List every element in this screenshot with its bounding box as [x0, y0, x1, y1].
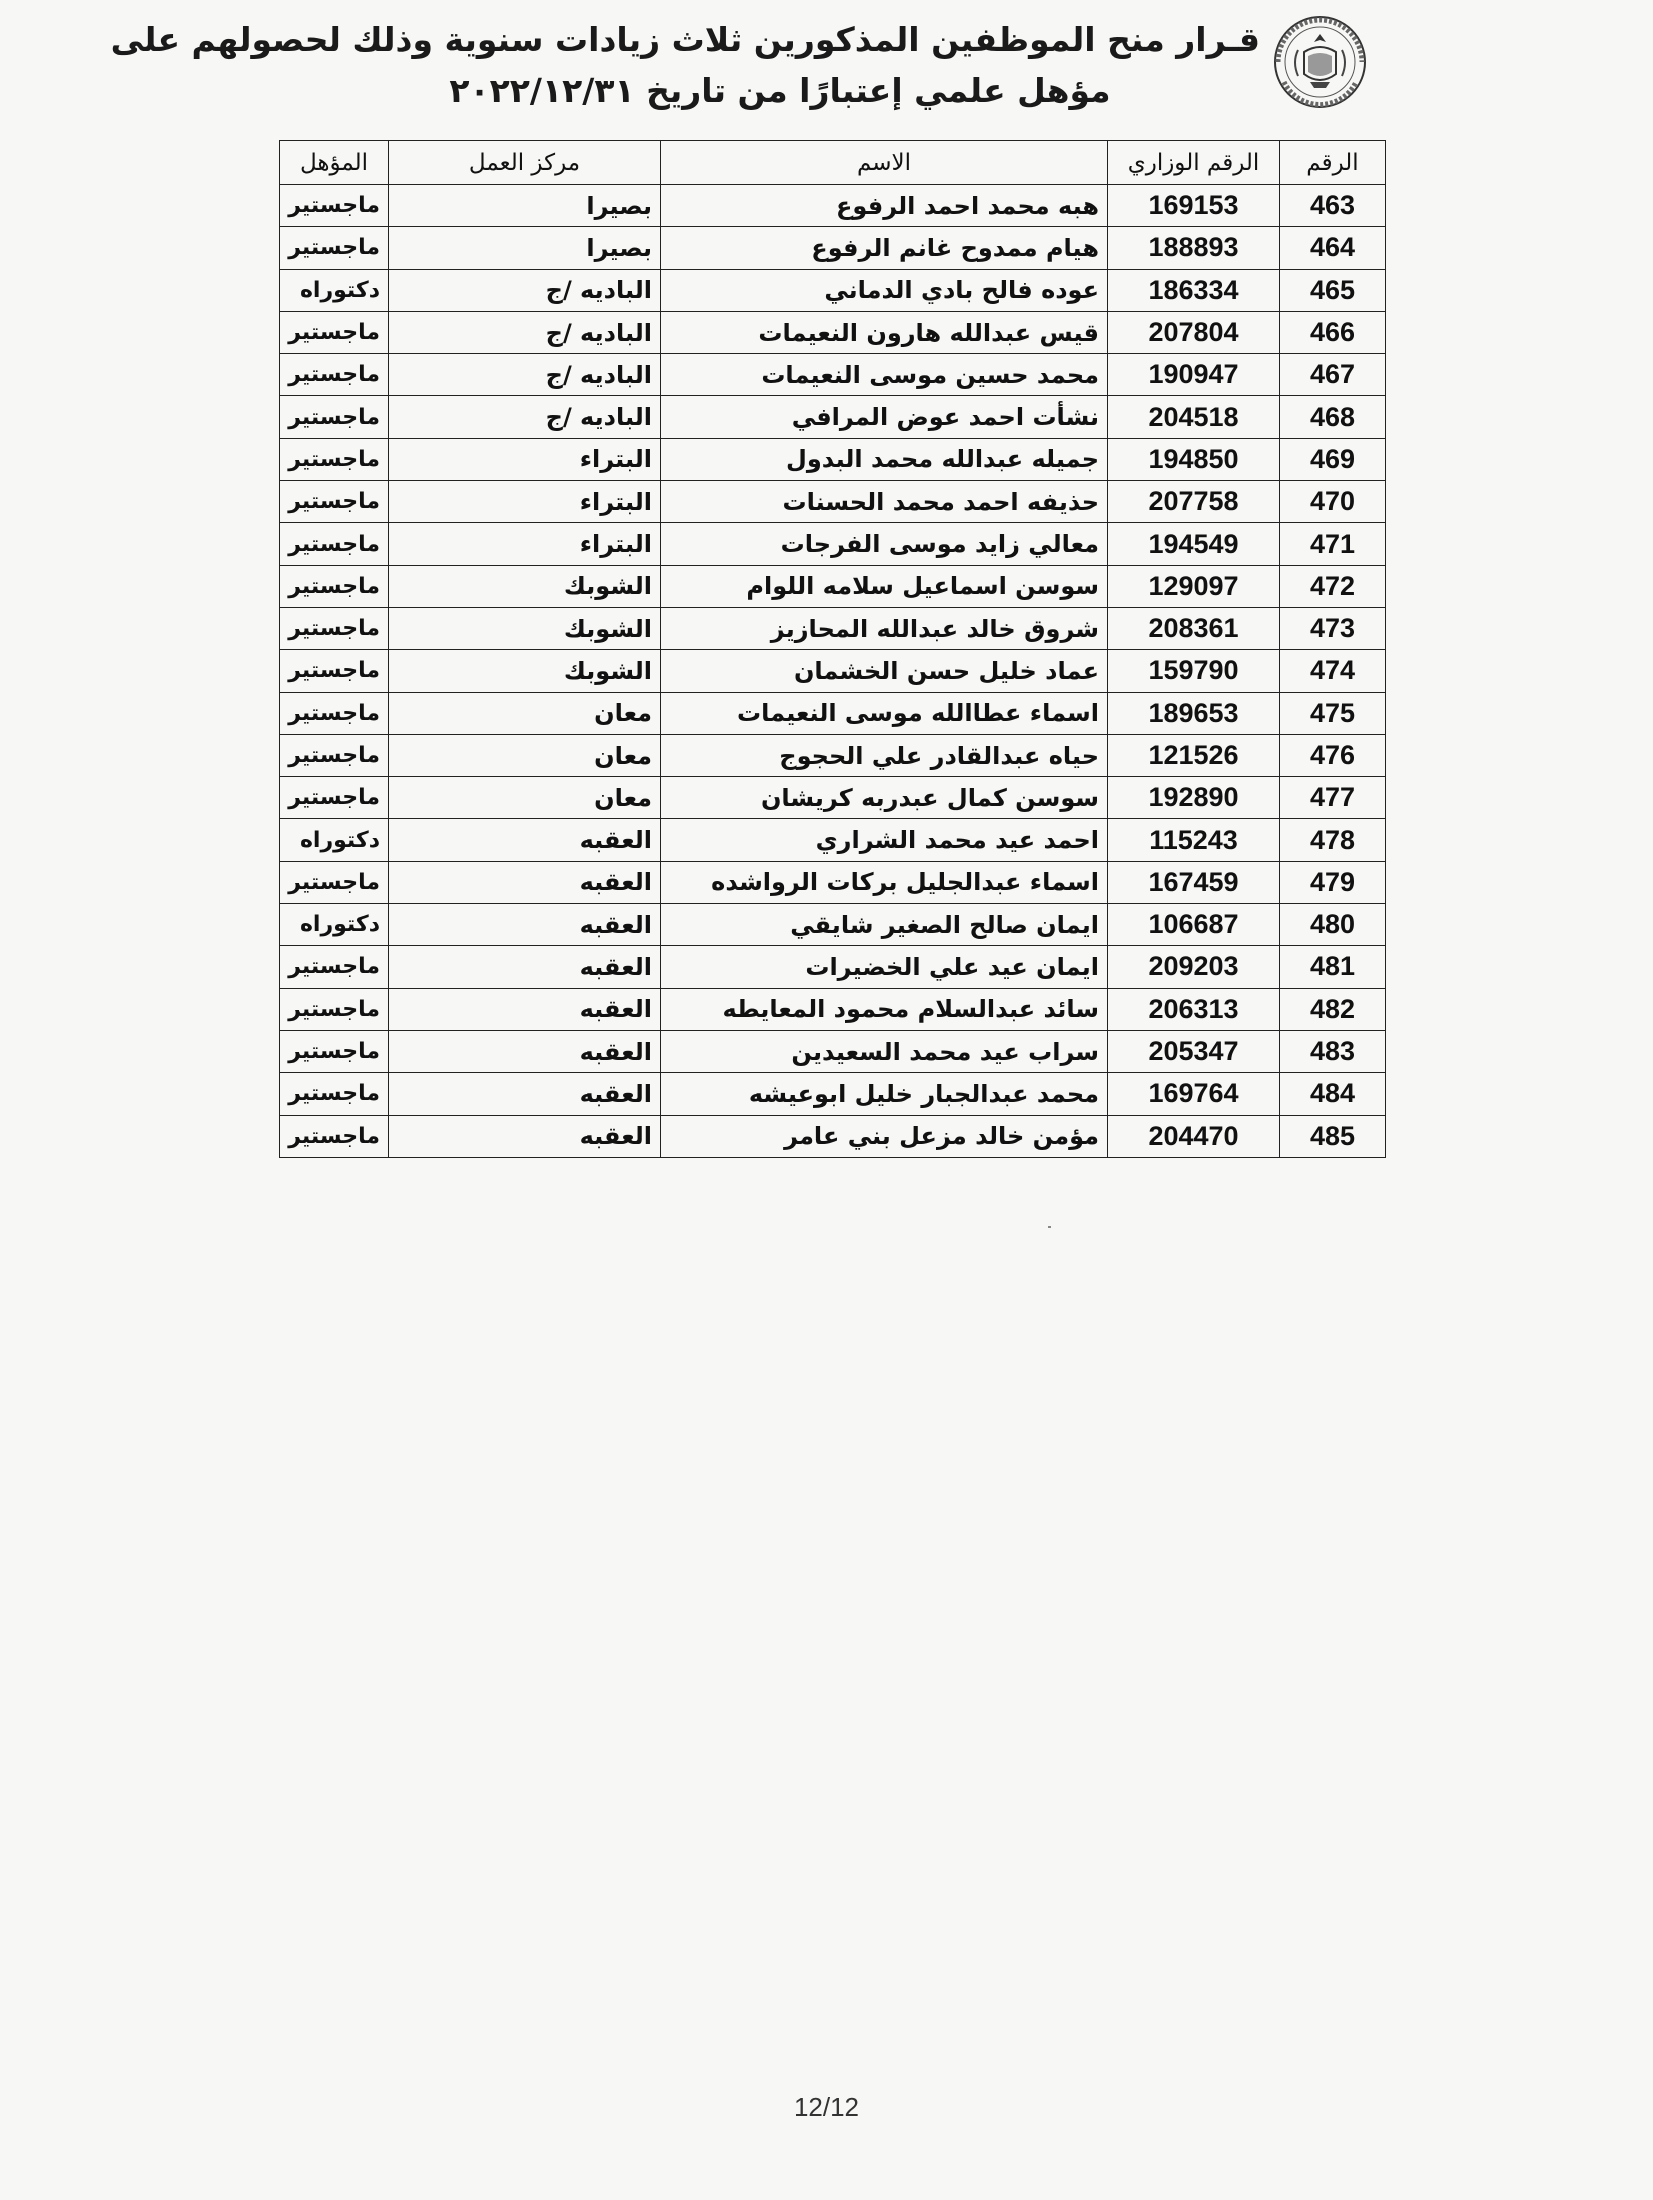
- cell-name: سوسن كمال عبدربه كريشان: [661, 777, 1108, 819]
- cell-name: حياه عبدالقادر علي الحجوج: [661, 734, 1108, 776]
- cell-work-center: معان: [389, 777, 661, 819]
- cell-qualification: ماجستير: [280, 1073, 389, 1115]
- cell-name: احمد عيد محمد الشراري: [661, 819, 1108, 861]
- cell-number: 476: [1280, 734, 1386, 776]
- cell-work-center: البتراء: [389, 523, 661, 565]
- cell-work-center: الشوبك: [389, 565, 661, 607]
- cell-number: 464: [1280, 227, 1386, 269]
- cell-work-center: معان: [389, 692, 661, 734]
- cell-name: حذيفه احمد محمد الحسنات: [661, 481, 1108, 523]
- cell-qualification: ماجستير: [280, 438, 389, 480]
- cell-qualification: ماجستير: [280, 311, 389, 353]
- cell-qualification: ماجستير: [280, 650, 389, 692]
- cell-number: 470: [1280, 481, 1386, 523]
- cell-number: 481: [1280, 946, 1386, 988]
- cell-qualification: ماجستير: [280, 396, 389, 438]
- table-body: [280, 185, 1386, 1158]
- cell-number: 484: [1280, 1073, 1386, 1115]
- title-line-2: مؤهل علمي إعتبارًا من تاريخ ٢٠٢٢/١٢/٣١: [449, 71, 1111, 110]
- cell-number: 478: [1280, 819, 1386, 861]
- cell-name: سراب عيد محمد السعيدين: [661, 1030, 1108, 1072]
- cell-qualification: دكتوراه: [280, 269, 389, 311]
- cell-number: 467: [1280, 354, 1386, 396]
- header-name: الاسم: [661, 141, 1108, 185]
- cell-qualification: ماجستير: [280, 734, 389, 776]
- table-row: [280, 565, 1386, 607]
- cell-ministerial-number: 121526: [1108, 734, 1280, 776]
- jordan-coat-of-arms-icon: [1264, 12, 1376, 112]
- table-row: [280, 988, 1386, 1030]
- header-number: الرقم: [1280, 141, 1386, 185]
- cell-number: 466: [1280, 311, 1386, 353]
- cell-number: 465: [1280, 269, 1386, 311]
- cell-work-center: الشوبك: [389, 607, 661, 649]
- cell-qualification: ماجستير: [280, 354, 389, 396]
- cell-number: 463: [1280, 185, 1386, 227]
- cell-ministerial-number: 167459: [1108, 861, 1280, 903]
- cell-name: محمد حسين موسى النعيمات: [661, 354, 1108, 396]
- cell-ministerial-number: 169153: [1108, 185, 1280, 227]
- cell-ministerial-number: 204470: [1108, 1115, 1280, 1157]
- cell-work-center: الباديه /ج: [389, 396, 661, 438]
- table-row: [280, 650, 1386, 692]
- cell-work-center: الباديه /ج: [389, 354, 661, 396]
- cell-ministerial-number: 207804: [1108, 311, 1280, 353]
- cell-work-center: بصيرا: [389, 185, 661, 227]
- table-row: [280, 354, 1386, 396]
- cell-number: 477: [1280, 777, 1386, 819]
- cell-name: محمد عبدالجبار خليل ابوعيشه: [661, 1073, 1108, 1115]
- cell-ministerial-number: 206313: [1108, 988, 1280, 1030]
- cell-name: هيام ممدوح غانم الرفوع: [661, 227, 1108, 269]
- table-row: [280, 185, 1386, 227]
- cell-number: 471: [1280, 523, 1386, 565]
- cell-number: 485: [1280, 1115, 1386, 1157]
- cell-number: 473: [1280, 607, 1386, 649]
- cell-qualification: ماجستير: [280, 565, 389, 607]
- table-row: [280, 396, 1386, 438]
- table-row: [280, 1115, 1386, 1157]
- table-row: [280, 777, 1386, 819]
- cell-work-center: العقبه: [389, 1030, 661, 1072]
- cell-qualification: ماجستير: [280, 523, 389, 565]
- cell-qualification: ماجستير: [280, 185, 389, 227]
- cell-ministerial-number: 159790: [1108, 650, 1280, 692]
- cell-name: هبه محمد احمد الرفوع: [661, 185, 1108, 227]
- cell-work-center: العقبه: [389, 1073, 661, 1115]
- table-header-row: [280, 141, 1386, 185]
- cell-number: 474: [1280, 650, 1386, 692]
- header-ministerial-number: الرقم الوزاري: [1108, 141, 1280, 185]
- scan-speck: [1048, 1226, 1051, 1228]
- cell-name: سائد عبدالسلام محمود المعايطه: [661, 988, 1108, 1030]
- cell-number: 469: [1280, 438, 1386, 480]
- cell-ministerial-number: 190947: [1108, 354, 1280, 396]
- cell-number: 479: [1280, 861, 1386, 903]
- cell-name: عماد خليل حسن الخشمان: [661, 650, 1108, 692]
- cell-qualification: ماجستير: [280, 1030, 389, 1072]
- cell-qualification: ماجستير: [280, 777, 389, 819]
- table-row: [280, 227, 1386, 269]
- cell-ministerial-number: 205347: [1108, 1030, 1280, 1072]
- cell-work-center: العقبه: [389, 946, 661, 988]
- cell-ministerial-number: 208361: [1108, 607, 1280, 649]
- cell-name: ايمان صالح الصغير شايقي: [661, 904, 1108, 946]
- header-qualification: المؤهل: [280, 141, 389, 185]
- cell-work-center: الباديه /ج: [389, 269, 661, 311]
- cell-work-center: العقبه: [389, 904, 661, 946]
- cell-qualification: ماجستير: [280, 946, 389, 988]
- cell-ministerial-number: 189653: [1108, 692, 1280, 734]
- cell-name: نشأت احمد عوض المرافي: [661, 396, 1108, 438]
- employees-table: [279, 140, 1386, 1158]
- cell-ministerial-number: 192890: [1108, 777, 1280, 819]
- table-row: [280, 481, 1386, 523]
- table-row: [280, 1030, 1386, 1072]
- cell-name: جميله عبدالله محمد البدول: [661, 438, 1108, 480]
- cell-qualification: ماجستير: [280, 988, 389, 1030]
- page-number: 12/12: [793, 2092, 860, 2122]
- cell-qualification: دكتوراه: [280, 819, 389, 861]
- cell-ministerial-number: 204518: [1108, 396, 1280, 438]
- cell-qualification: ماجستير: [280, 607, 389, 649]
- table-row: [280, 734, 1386, 776]
- table-row: [280, 607, 1386, 649]
- cell-work-center: البتراء: [389, 438, 661, 480]
- cell-number: 480: [1280, 904, 1386, 946]
- table-row: [280, 861, 1386, 903]
- cell-number: 468: [1280, 396, 1386, 438]
- table-row: [280, 819, 1386, 861]
- cell-qualification: ماجستير: [280, 227, 389, 269]
- table-row: [280, 523, 1386, 565]
- title-line-1: قـرار منح الموظفين المذكورين ثلاث زيادات سنوية وذلك لحصولهم على: [110, 20, 1260, 59]
- cell-work-center: الشوبك: [389, 650, 661, 692]
- cell-name: ايمان عيد علي الخضيرات: [661, 946, 1108, 988]
- cell-qualification: ماجستير: [280, 692, 389, 734]
- table-row: [280, 311, 1386, 353]
- cell-ministerial-number: 106687: [1108, 904, 1280, 946]
- cell-name: عوده فالح بادي الدماني: [661, 269, 1108, 311]
- cell-name: قيس عبدالله هارون النعيمات: [661, 311, 1108, 353]
- cell-name: اسماء عطاالله موسى النعيمات: [661, 692, 1108, 734]
- table-row: [280, 946, 1386, 988]
- cell-name: معالي زايد موسى الفرجات: [661, 523, 1108, 565]
- cell-qualification: ماجستير: [280, 861, 389, 903]
- cell-work-center: البتراء: [389, 481, 661, 523]
- cell-work-center: الباديه /ج: [389, 311, 661, 353]
- cell-ministerial-number: 169764: [1108, 1073, 1280, 1115]
- cell-work-center: العقبه: [389, 988, 661, 1030]
- cell-qualification: ماجستير: [280, 1115, 389, 1157]
- cell-work-center: العقبه: [389, 819, 661, 861]
- cell-ministerial-number: 194850: [1108, 438, 1280, 480]
- cell-number: 475: [1280, 692, 1386, 734]
- cell-work-center: العقبه: [389, 861, 661, 903]
- cell-ministerial-number: 115243: [1108, 819, 1280, 861]
- cell-ministerial-number: 207758: [1108, 481, 1280, 523]
- cell-number: 483: [1280, 1030, 1386, 1072]
- cell-name: مؤمن خالد مزعل بني عامر: [661, 1115, 1108, 1157]
- header-work-center: مركز العمل: [389, 141, 661, 185]
- document-title: [110, 14, 1260, 116]
- cell-name: اسماء عبدالجليل بركات الرواشده: [661, 861, 1108, 903]
- cell-ministerial-number: 194549: [1108, 523, 1280, 565]
- cell-ministerial-number: 129097: [1108, 565, 1280, 607]
- cell-number: 472: [1280, 565, 1386, 607]
- table-row: [280, 269, 1386, 311]
- cell-qualification: ماجستير: [280, 481, 389, 523]
- cell-ministerial-number: 186334: [1108, 269, 1280, 311]
- cell-ministerial-number: 209203: [1108, 946, 1280, 988]
- cell-name: شروق خالد عبدالله المحازيز: [661, 607, 1108, 649]
- cell-work-center: معان: [389, 734, 661, 776]
- cell-ministerial-number: 188893: [1108, 227, 1280, 269]
- cell-work-center: العقبه: [389, 1115, 661, 1157]
- cell-work-center: بصيرا: [389, 227, 661, 269]
- cell-number: 482: [1280, 988, 1386, 1030]
- table-row: [280, 692, 1386, 734]
- cell-qualification: دكتوراه: [280, 904, 389, 946]
- table-row: [280, 438, 1386, 480]
- cell-name: سوسن اسماعيل سلامه اللوام: [661, 565, 1108, 607]
- table-row: [280, 904, 1386, 946]
- table-row: [280, 1073, 1386, 1115]
